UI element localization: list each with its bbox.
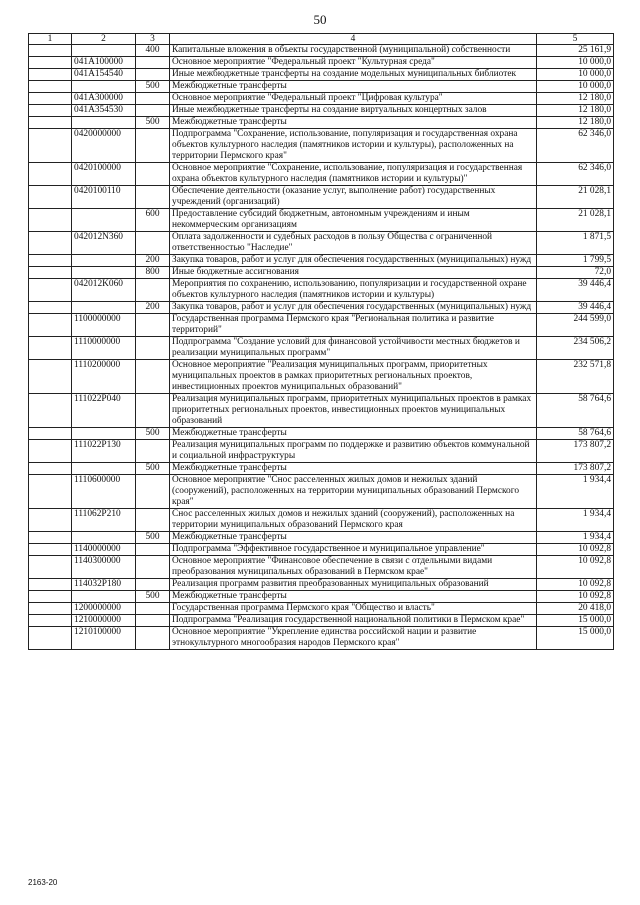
header-col-3: 3 — [136, 34, 170, 45]
row-code — [72, 117, 136, 129]
row-code: 1110600000 — [72, 475, 136, 509]
row-amount: 1 871,5 — [537, 232, 614, 255]
row-col-1 — [29, 627, 72, 650]
row-col-1 — [29, 69, 72, 81]
row-code — [72, 255, 136, 267]
row-amount: 62 346,0 — [537, 129, 614, 163]
row-name: Подпрограмма "Эффективное государственное и муниципальное управление" — [170, 544, 537, 556]
row-col-1 — [29, 463, 72, 475]
table-row — [29, 255, 614, 267]
table-row — [29, 337, 614, 360]
row-code — [72, 532, 136, 544]
row-name: Подпрограмма "Создание условий для финансовой устойчивости местных бюджетов и реализации муниципальных программ" — [170, 337, 537, 360]
row-name: Иные межбюджетные трансферты на создание модельных муниципальных библиотек — [170, 69, 537, 81]
row-type: 500 — [136, 591, 170, 603]
row-amount: 10 000,0 — [537, 57, 614, 69]
row-col-1 — [29, 117, 72, 129]
row-name: Основное мероприятие "Федеральный проект "Цифровая культура" — [170, 93, 537, 105]
row-col-1 — [29, 267, 72, 279]
row-amount: 10 000,0 — [537, 81, 614, 93]
row-col-1 — [29, 302, 72, 314]
row-type — [136, 603, 170, 615]
table-row — [29, 105, 614, 117]
table-row — [29, 627, 614, 650]
row-code: 1140300000 — [72, 556, 136, 579]
row-code: 042012N360 — [72, 232, 136, 255]
row-amount: 1 934,4 — [537, 475, 614, 509]
table-header-row — [29, 34, 614, 45]
row-name: Реализация муниципальных программ по поддержке и развитию объектов коммунальной и социальной инфраструктуры — [170, 440, 537, 463]
row-type: 500 — [136, 532, 170, 544]
row-code — [72, 267, 136, 279]
row-name: Иные бюджетные ассигнования — [170, 267, 537, 279]
table-row — [29, 475, 614, 509]
row-amount: 15 000,0 — [537, 627, 614, 650]
row-col-1 — [29, 186, 72, 209]
row-col-1 — [29, 93, 72, 105]
table-row — [29, 57, 614, 69]
row-type — [136, 57, 170, 69]
row-code: 0420100000 — [72, 163, 136, 186]
row-col-1 — [29, 105, 72, 117]
row-code — [72, 81, 136, 93]
row-name: Межбюджетные трансферты — [170, 532, 537, 544]
row-amount: 12 180,0 — [537, 105, 614, 117]
row-name: Иные межбюджетные трансферты на создание виртуальных концертных залов — [170, 105, 537, 117]
row-code: 1110200000 — [72, 360, 136, 394]
row-code: 041A354530 — [72, 105, 136, 117]
row-type — [136, 394, 170, 428]
row-col-1 — [29, 255, 72, 267]
row-amount: 72,0 — [537, 267, 614, 279]
row-type — [136, 163, 170, 186]
row-type: 400 — [136, 45, 170, 57]
row-name: Оплата задолженности и судебных расходов в пользу Общества с ограниченной ответственностью "Наследие" — [170, 232, 537, 255]
row-name: Межбюджетные трансферты — [170, 428, 537, 440]
row-name: Реализация программ развития преобразованных муниципальных образований — [170, 579, 537, 591]
row-code — [72, 591, 136, 603]
row-code: 1200000000 — [72, 603, 136, 615]
row-name: Мероприятия по сохранению, использованию, популяризации и государственной охране объектов культурного наследия (памятников истории и культуры) — [170, 279, 537, 302]
table-row — [29, 579, 614, 591]
table-row — [29, 532, 614, 544]
row-amount: 173 807,2 — [537, 440, 614, 463]
row-amount: 12 180,0 — [537, 93, 614, 105]
row-col-1 — [29, 475, 72, 509]
row-amount: 10 092,8 — [537, 591, 614, 603]
header-col-5: 5 — [537, 34, 614, 45]
row-code: 114032P180 — [72, 579, 136, 591]
row-type — [136, 440, 170, 463]
table-row — [29, 603, 614, 615]
table-row — [29, 314, 614, 337]
row-name: Подпрограмма "Реализация государственной национальной политики в Пермском крае" — [170, 615, 537, 627]
table-row — [29, 463, 614, 475]
row-type — [136, 475, 170, 509]
header-col-1: 1 — [29, 34, 72, 45]
table-row — [29, 615, 614, 627]
row-type: 500 — [136, 117, 170, 129]
row-col-1 — [29, 57, 72, 69]
table-row — [29, 81, 614, 93]
row-col-1 — [29, 615, 72, 627]
row-col-1 — [29, 532, 72, 544]
row-code — [72, 209, 136, 232]
table-row — [29, 267, 614, 279]
table-row — [29, 129, 614, 163]
row-col-1 — [29, 394, 72, 428]
row-code: 111022P040 — [72, 394, 136, 428]
row-col-1 — [29, 45, 72, 57]
row-type — [136, 279, 170, 302]
row-amount: 39 446,4 — [537, 302, 614, 314]
row-amount: 244 599,0 — [537, 314, 614, 337]
row-col-1 — [29, 163, 72, 186]
row-type — [136, 579, 170, 591]
row-code: 041A300000 — [72, 93, 136, 105]
row-type — [136, 93, 170, 105]
row-amount: 10 000,0 — [537, 69, 614, 81]
row-name: Подпрограмма "Сохранение, использование, популяризация и государственная охрана объектов культурного наследия (памятников истории и культуры), расположенных на территории Пермского края" — [170, 129, 537, 163]
row-type — [136, 186, 170, 209]
row-amount: 62 346,0 — [537, 163, 614, 186]
row-code: 1110000000 — [72, 337, 136, 360]
row-col-1 — [29, 603, 72, 615]
row-amount: 12 180,0 — [537, 117, 614, 129]
row-col-1 — [29, 81, 72, 93]
row-amount: 10 092,8 — [537, 579, 614, 591]
row-code: 1100000000 — [72, 314, 136, 337]
row-name: Межбюджетные трансферты — [170, 591, 537, 603]
table-row — [29, 209, 614, 232]
row-code: 111062P210 — [72, 509, 136, 532]
table-row — [29, 591, 614, 603]
row-col-1 — [29, 129, 72, 163]
row-type — [136, 509, 170, 532]
row-type: 500 — [136, 463, 170, 475]
row-type — [136, 615, 170, 627]
row-type — [136, 232, 170, 255]
row-code — [72, 428, 136, 440]
row-name: Основное мероприятие "Укрепление единства российской нации и развитие этнокультурного многообразия народов Пермского края" — [170, 627, 537, 650]
row-type: 200 — [136, 255, 170, 267]
row-name: Реализация муниципальных программ, приоритетных муниципальных проектов в рамках приоритетных региональных проектов, инвестиционных проектов муниципальных образований — [170, 394, 537, 428]
row-amount: 232 571,8 — [537, 360, 614, 394]
row-amount: 10 092,8 — [537, 544, 614, 556]
row-type: 600 — [136, 209, 170, 232]
row-type: 200 — [136, 302, 170, 314]
row-name: Основное мероприятие "Финансовое обеспечение в связи с отдельными видами преобразования муниципальных образований в Пермском крае" — [170, 556, 537, 579]
row-amount: 58 764,6 — [537, 428, 614, 440]
row-type — [136, 337, 170, 360]
table-row — [29, 556, 614, 579]
row-name: Межбюджетные трансферты — [170, 117, 537, 129]
row-name: Предоставление субсидий бюджетным, автономным учреждениям и иным некоммерческим организациям — [170, 209, 537, 232]
row-type — [136, 105, 170, 117]
row-col-1 — [29, 314, 72, 337]
row-type: 500 — [136, 81, 170, 93]
row-code: 0420000000 — [72, 129, 136, 163]
row-type — [136, 556, 170, 579]
row-col-1 — [29, 428, 72, 440]
row-type: 800 — [136, 267, 170, 279]
row-name: Обеспечение деятельности (оказание услуг, выполнение работ) государственных учреждений (организаций) — [170, 186, 537, 209]
table-row — [29, 360, 614, 394]
table-row — [29, 394, 614, 428]
row-amount: 1 799,5 — [537, 255, 614, 267]
row-name: Капитальные вложения в объекты государственной (муниципальной) собственности — [170, 45, 537, 57]
row-name: Основное мероприятие "Федеральный проект "Культурная среда" — [170, 57, 537, 69]
table-row — [29, 509, 614, 532]
row-col-1 — [29, 360, 72, 394]
header-col-4: 4 — [170, 34, 537, 45]
row-col-1 — [29, 556, 72, 579]
row-col-1 — [29, 209, 72, 232]
table-row — [29, 45, 614, 57]
row-col-1 — [29, 509, 72, 532]
row-code: 042012K060 — [72, 279, 136, 302]
table-row — [29, 93, 614, 105]
row-col-1 — [29, 591, 72, 603]
row-name: Снос расселенных жилых домов и нежилых зданий (сооружений), расположенных на территории муниципальных образований Пермского края — [170, 509, 537, 532]
row-amount: 173 807,2 — [537, 463, 614, 475]
row-col-1 — [29, 440, 72, 463]
row-amount: 1 934,4 — [537, 509, 614, 532]
row-name: Закупка товаров, работ и услуг для обеспечения государственных (муниципальных) нужд — [170, 302, 537, 314]
budget-table — [28, 33, 614, 650]
row-amount: 10 092,8 — [537, 556, 614, 579]
row-name: Основное мероприятие "Реализация муниципальных программ, приоритетных муниципальных проектов в рамках приоритетных региональных проектов, инвестиционных проектов муниципальных образований" — [170, 360, 537, 394]
row-type — [136, 360, 170, 394]
table-row — [29, 302, 614, 314]
table-row — [29, 232, 614, 255]
row-col-1 — [29, 579, 72, 591]
row-name: Государственная программа Пермского края "Общество и власть" — [170, 603, 537, 615]
table-row — [29, 69, 614, 81]
row-col-1 — [29, 544, 72, 556]
table-row — [29, 163, 614, 186]
row-code — [72, 463, 136, 475]
row-code — [72, 45, 136, 57]
table-row — [29, 117, 614, 129]
table-row — [29, 544, 614, 556]
row-code: 041A100000 — [72, 57, 136, 69]
row-col-1 — [29, 337, 72, 360]
row-name: Межбюджетные трансферты — [170, 463, 537, 475]
row-name: Основное мероприятие "Сохранение, использование, популяризация и государственная охрана объектов культурного наследия (памятников истории и культуры)" — [170, 163, 537, 186]
row-amount: 20 418,0 — [537, 603, 614, 615]
row-type: 500 — [136, 428, 170, 440]
row-col-1 — [29, 232, 72, 255]
row-name: Государственная программа Пермского края "Региональная политика и развитие территорий" — [170, 314, 537, 337]
row-code: 1210000000 — [72, 615, 136, 627]
row-amount: 15 000,0 — [537, 615, 614, 627]
row-type — [136, 314, 170, 337]
table-row — [29, 428, 614, 440]
row-name: Основное мероприятие "Снос расселенных жилых домов и нежилых зданий (сооружений), расположенных на территории муниципальных образований Пермского края" — [170, 475, 537, 509]
row-code: 041A154540 — [72, 69, 136, 81]
table-row — [29, 186, 614, 209]
table-row — [29, 279, 614, 302]
row-col-1 — [29, 279, 72, 302]
document-id: 2163-20 — [28, 878, 58, 887]
row-code: 1140000000 — [72, 544, 136, 556]
page-number: 50 — [313, 12, 327, 27]
row-type — [136, 627, 170, 650]
row-amount: 1 934,4 — [537, 532, 614, 544]
row-amount: 25 161,9 — [537, 45, 614, 57]
row-amount: 39 446,4 — [537, 279, 614, 302]
row-code — [72, 302, 136, 314]
row-amount: 234 506,2 — [537, 337, 614, 360]
row-amount: 21 028,1 — [537, 209, 614, 232]
row-type — [136, 129, 170, 163]
header-col-2: 2 — [72, 34, 136, 45]
row-name: Закупка товаров, работ и услуг для обеспечения государственных (муниципальных) нужд — [170, 255, 537, 267]
row-amount: 21 028,1 — [537, 186, 614, 209]
row-type — [136, 69, 170, 81]
row-code: 1210100000 — [72, 627, 136, 650]
row-amount: 58 764,6 — [537, 394, 614, 428]
row-code: 0420100110 — [72, 186, 136, 209]
row-name: Межбюджетные трансферты — [170, 81, 537, 93]
row-type — [136, 544, 170, 556]
row-code: 111022P130 — [72, 440, 136, 463]
table-row — [29, 440, 614, 463]
